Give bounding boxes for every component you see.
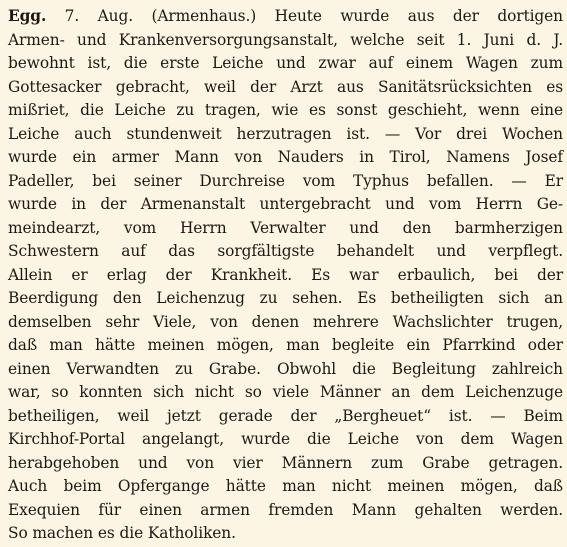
text-line-22: Exequien für einen armen fremden Mann gehalten werden. bbox=[8, 500, 563, 519]
text-line-10: meindearzt, vom Herrn Verwalter und den barmherzigen bbox=[8, 218, 563, 237]
text-line-6: Leiche auch stundenweit herzutragen ist. — Vor drei Wochen bbox=[8, 124, 563, 143]
text-line-12: Allein er erlag der Krankheit. Es war erbaulich, bei der bbox=[8, 265, 563, 284]
text-line-23: So machen es die Katholiken. bbox=[8, 524, 236, 542]
text-line-21: Auch beim Opfergange hätte man nicht meinen mögen, daß bbox=[8, 477, 563, 495]
text-line-3: bewohnt ist, die erste Leiche und zwar auf einem Wagen zum bbox=[8, 54, 563, 72]
place-name: Egg. bbox=[8, 7, 47, 25]
text-line-5: mißriet, die Leiche zu tragen, wie es sonst geschieht, wenn eine bbox=[8, 101, 563, 119]
text-line-1-rest: 7. Aug. (Armenhaus.) Heute wurde aus der dortigen bbox=[46, 7, 563, 25]
text-line-15: daß man hätte meinen mögen, man begleite ein Pfarrkind oder bbox=[8, 336, 563, 354]
text-line-4: Gottesacker gebracht, weil der Arzt aus Sanitätsrücksichten es bbox=[8, 77, 563, 96]
text-line-18: betheiligen, weil jetzt gerade der „Bergheuet“ ist. — Beim bbox=[8, 406, 563, 425]
text-line-11: Schwestern auf das sorgfältigste behandelt und verpflegt. bbox=[8, 242, 563, 260]
text-line-9: wurde in der Armenanstalt untergebracht und vom Herrn Ge- bbox=[8, 195, 563, 213]
text-line-16: einen Verwandten zu Grabe. Obwohl die Begleitung zahlreich bbox=[8, 359, 563, 378]
text-line-19: Kirchhof-Portal angelangt, wurde die Leiche von dem Wagen bbox=[8, 430, 563, 448]
text-line-13: Beerdigung den Leichenzug zu sehen. Es betheiligten sich an bbox=[8, 289, 563, 307]
text-line-14: demselben sehr Viele, von denen mehrere Wachslichter trugen, bbox=[8, 312, 563, 331]
text-line-17: war, so konnten sich nicht so viele Männer an dem Leichenzuge bbox=[8, 383, 563, 401]
text-line-2: Armen- und Krankenversorgungsanstalt, welche seit 1. Juni d. J. bbox=[8, 30, 563, 49]
text-line-7: wurde ein armer Mann von Nauders in Tirol, Namens Josef bbox=[8, 148, 563, 166]
text-line-20: herabgehoben und von vier Männern zum Grabe getragen. bbox=[8, 453, 563, 472]
text-line-1 bbox=[8, 5, 563, 29]
text-line-8: Padeller, bei seiner Durchreise vom Typhus befallen. — Er bbox=[8, 171, 563, 190]
